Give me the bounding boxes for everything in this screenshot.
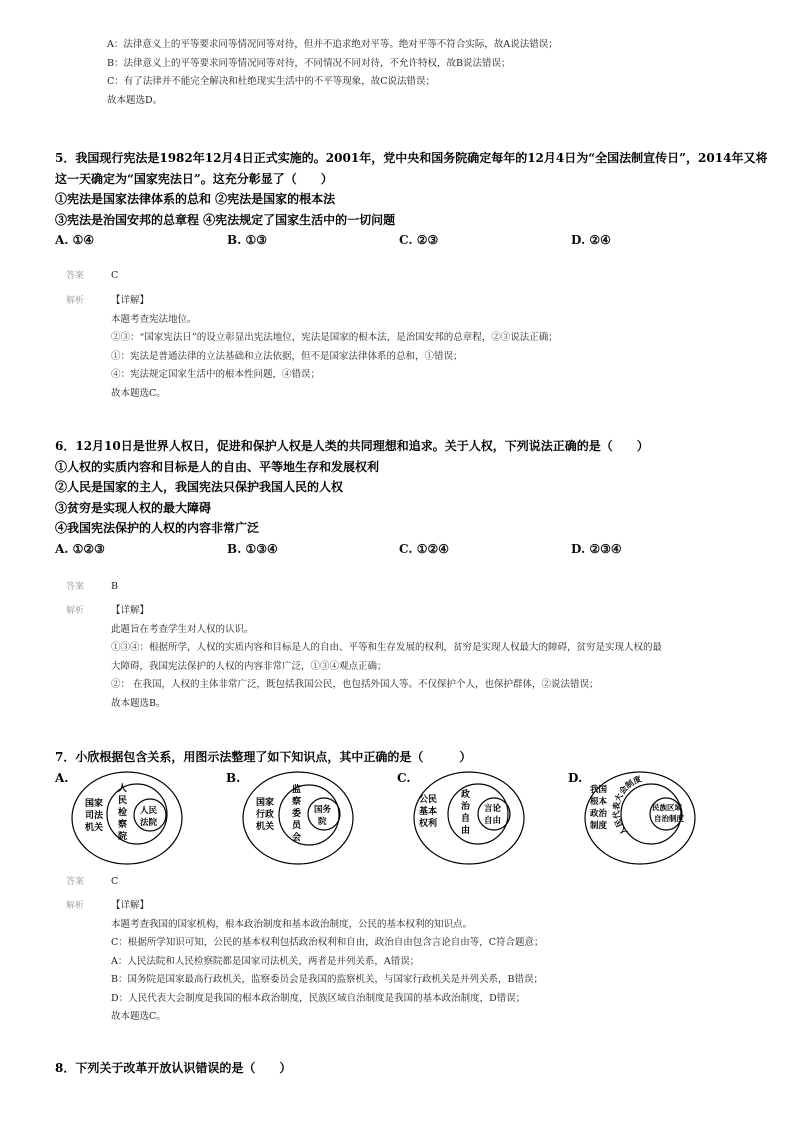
- inner-label: 法院: [140, 818, 158, 828]
- mid-label: 委: [292, 809, 302, 819]
- mid-arc-label: 人民代表大会制度: [611, 774, 643, 837]
- outer-label: 国家: [256, 798, 275, 808]
- q6-choice-b[interactable]: B. ①③④: [227, 541, 278, 556]
- answer-label: 答案: [66, 877, 85, 887]
- q6-stem-line: 6．12月10日是世界人权日，促进和保护人权是人类的共同理想和追求。关于人权，下列说法正确的是（ ）: [55, 439, 649, 453]
- prev-analysis-line: C：有了法律并不能完全解决和杜绝现实生活中的不平等现象，故C说法错误；: [107, 76, 436, 87]
- q6-stem-line: ④我国宪法保护的人权的内容非常广泛: [55, 521, 260, 535]
- inner-label: 人民: [140, 806, 158, 816]
- inner-label: 自治制度: [654, 814, 684, 823]
- outer-label: 制度: [590, 821, 608, 831]
- mid-label: 员: [292, 821, 302, 831]
- q5-analysis-line: 本题考查宪法地位。: [111, 313, 197, 325]
- q7-analysis-line: 本题考查我国的国家机构，根本政治制度和基本政治制度，公民的基本权利的知识点。: [111, 918, 473, 930]
- answer-label: 答案: [66, 582, 85, 592]
- q7-option-a-letter: A.: [55, 771, 69, 785]
- mid-label: 检: [118, 808, 128, 818]
- q6-analysis: [0, 602, 794, 713]
- outer-label: 行政: [256, 810, 275, 820]
- answer-value: C: [111, 876, 119, 887]
- q5-stem-line: 这一天确定为“国家宪法日”。这充分彰显了（ ）: [55, 171, 333, 186]
- q6-analysis-line: ①③④：根据所学，人权的实质内容和目标是人的自由、平等和生存发展的权利，贫穷是实现人权最大的障碍，贫穷是实现人权的最: [111, 642, 663, 653]
- inner-label: 自由: [484, 816, 502, 826]
- q6-choices: [0, 542, 794, 556]
- q7-analysis-line: D：人民代表大会制度是我国的根本政治制度，民族区域自治制度是我国的基本政治制度，D错误；: [111, 992, 526, 1004]
- q7-diagram-c: [409, 770, 539, 866]
- q5-analysis: [0, 292, 794, 403]
- outer-label: 我国: [590, 785, 608, 795]
- question-6: [0, 436, 794, 556]
- outer-label: 权利: [419, 819, 438, 829]
- q7-analysis-line: A：人民法院和人民检察院都是国家司法机关，两者是并列关系，A错误；: [111, 955, 420, 967]
- outer-label: 国家: [85, 799, 104, 809]
- q5-choice-d[interactable]: D. ②④: [571, 233, 611, 247]
- q5-analysis-line: 故本题选C。: [111, 387, 166, 399]
- middle-circle: [279, 785, 339, 845]
- outer-label: 政治: [590, 809, 608, 819]
- answer-label: 答案: [66, 271, 85, 281]
- q7-analysis-line: B：国务院是国家最高行政机关，监察委员会是我国的监察机关，与国家行政机关是并列关系，B错误；: [111, 974, 543, 985]
- q6-choice-d[interactable]: D. ②③④: [571, 541, 622, 556]
- q7-analysis-line: C：根据所学知识可知，公民的基本权利包括政治权利和自由，政治自由包含言论自由等，C符合题意；: [111, 937, 544, 948]
- q7-answer: [0, 873, 794, 892]
- q5-stem-line: 5．我国现行宪法是1982年12月4日正式实施的。2001年，党中央和国务院确定每年的12月4日为“全国法制宣传日”，2014年又将: [55, 151, 768, 165]
- q5-choice-b[interactable]: B. ①③: [227, 233, 268, 247]
- mid-label: 监: [292, 785, 302, 795]
- q6-analysis-line: 此题旨在考查学生对人权的认识。: [111, 623, 254, 635]
- q7-diagram-a: [67, 770, 197, 866]
- inner-label: 民族区域: [652, 803, 682, 812]
- q7-option-d-letter: D.: [568, 771, 583, 785]
- q5-choices: [0, 233, 794, 247]
- inner-label: 院: [318, 817, 327, 827]
- q6-stem-line: ②人民是国家的主人，我国宪法只保护我国人民的人权: [55, 480, 344, 494]
- q7-analysis: [0, 897, 794, 1027]
- q5-stem-line: ①宪法是国家法律体系的总和 ②宪法是国家的根本法: [55, 192, 336, 206]
- mid-label: 由: [461, 826, 471, 836]
- inner-label: 国务: [314, 805, 332, 815]
- outer-label: 司法: [85, 811, 104, 821]
- q6-analysis-line: 故本题选B。: [111, 697, 166, 709]
- mid-label: 自: [461, 814, 471, 824]
- question-5: [0, 148, 794, 247]
- q6-analysis-line: 【详解】: [111, 605, 150, 616]
- q5-analysis-line: 【详解】: [111, 295, 150, 306]
- analysis-label: 解析: [66, 296, 85, 306]
- q5-stem-line: ③宪法是治国安邦的总章程 ④宪法规定了国家生活中的一切问题: [55, 212, 396, 227]
- mid-label: 察: [292, 797, 302, 807]
- q7-analysis-line: 【详解】: [111, 900, 150, 911]
- q8-stem: 8．下列关于改革开放认识错误的是（ ）: [55, 1061, 292, 1075]
- outer-label: 根本: [590, 797, 608, 807]
- q5-analysis-line: ②③：“国家宪法日”的设立彰显出宪法地位，宪法是国家的根本法，是治国安邦的总章程，②③说法正确；: [111, 332, 558, 343]
- q7-analysis-line: 故本题选C。: [111, 1011, 166, 1022]
- q5-analysis-line: ①：宪法是普通法律的立法基础和立法依据，但不是国家法律体系的总和，①错误；: [111, 350, 463, 362]
- q7-option-b-letter: B.: [226, 771, 241, 785]
- q6-stem-line: ③贫穷是实现人权的最大障碍: [55, 500, 212, 515]
- q6-choice-a[interactable]: A. ①②③: [55, 541, 105, 556]
- prev-analysis: [0, 36, 794, 110]
- q5-analysis-line: ④：宪法规定国家生活中的根本性问题，④错误；: [111, 369, 321, 380]
- mid-label: 治: [461, 802, 471, 812]
- mid-label: 人: [118, 784, 128, 794]
- analysis-label: 解析: [66, 901, 85, 911]
- q7-option-c-letter: C.: [397, 771, 411, 785]
- inner-label: 言论: [484, 804, 502, 814]
- question-8: [0, 1058, 794, 1079]
- outer-label: 公民: [419, 795, 438, 805]
- middle-circle: [107, 784, 167, 844]
- q5-choice-c[interactable]: C. ②③: [399, 233, 439, 247]
- outer-label: 机关: [85, 823, 104, 833]
- analysis-label: 解析: [66, 606, 85, 616]
- mid-label: 会: [292, 833, 302, 843]
- q5-answer: [0, 267, 794, 286]
- q7-diagram-d: [580, 770, 710, 866]
- prev-analysis-line: A：法律意义上的平等要求同等情况同等对待，但并不追求绝对平等。绝对平等不符合实际，故A说法错误；: [107, 39, 558, 50]
- q6-analysis-line: 大障碍，我国宪法保护的人权的内容非常广泛，①③④观点正确；: [111, 660, 387, 672]
- prev-analysis-line: 故本题选D。: [107, 94, 163, 106]
- prev-analysis-line: B：法律意义上的平等要求同等情况同等对待，不同情况不同对待，不允许特权，故B说法错误；: [107, 57, 511, 69]
- q6-answer: [0, 578, 794, 597]
- q6-stem-line: ①人权的实质内容和目标是人的自由、平等地生存和发展权利: [55, 459, 380, 474]
- mid-label: 民: [118, 796, 128, 806]
- q6-analysis-line: ②： 在我国，人权的主体非常广泛，既包括我国公民，也包括外国人等。不仅保护个人，也保护群体，②说法错误；: [111, 679, 599, 690]
- question-7: [0, 747, 794, 768]
- answer-value: C: [111, 270, 119, 281]
- q5-choice-a[interactable]: A. ①④: [55, 233, 95, 247]
- q6-choice-c[interactable]: C. ①②④: [399, 541, 449, 556]
- mid-label: 政: [461, 790, 471, 800]
- mid-label: 察: [118, 820, 128, 830]
- answer-value: B: [111, 581, 118, 592]
- q7-diagram-b: [238, 770, 368, 866]
- outer-label: 基本: [419, 807, 438, 817]
- outer-label: 机关: [256, 822, 275, 832]
- q7-stem: 7．小欣根据包含关系，用图示法整理了如下知识点，其中正确的是（ ）: [55, 750, 472, 764]
- mid-label: 院: [118, 832, 128, 842]
